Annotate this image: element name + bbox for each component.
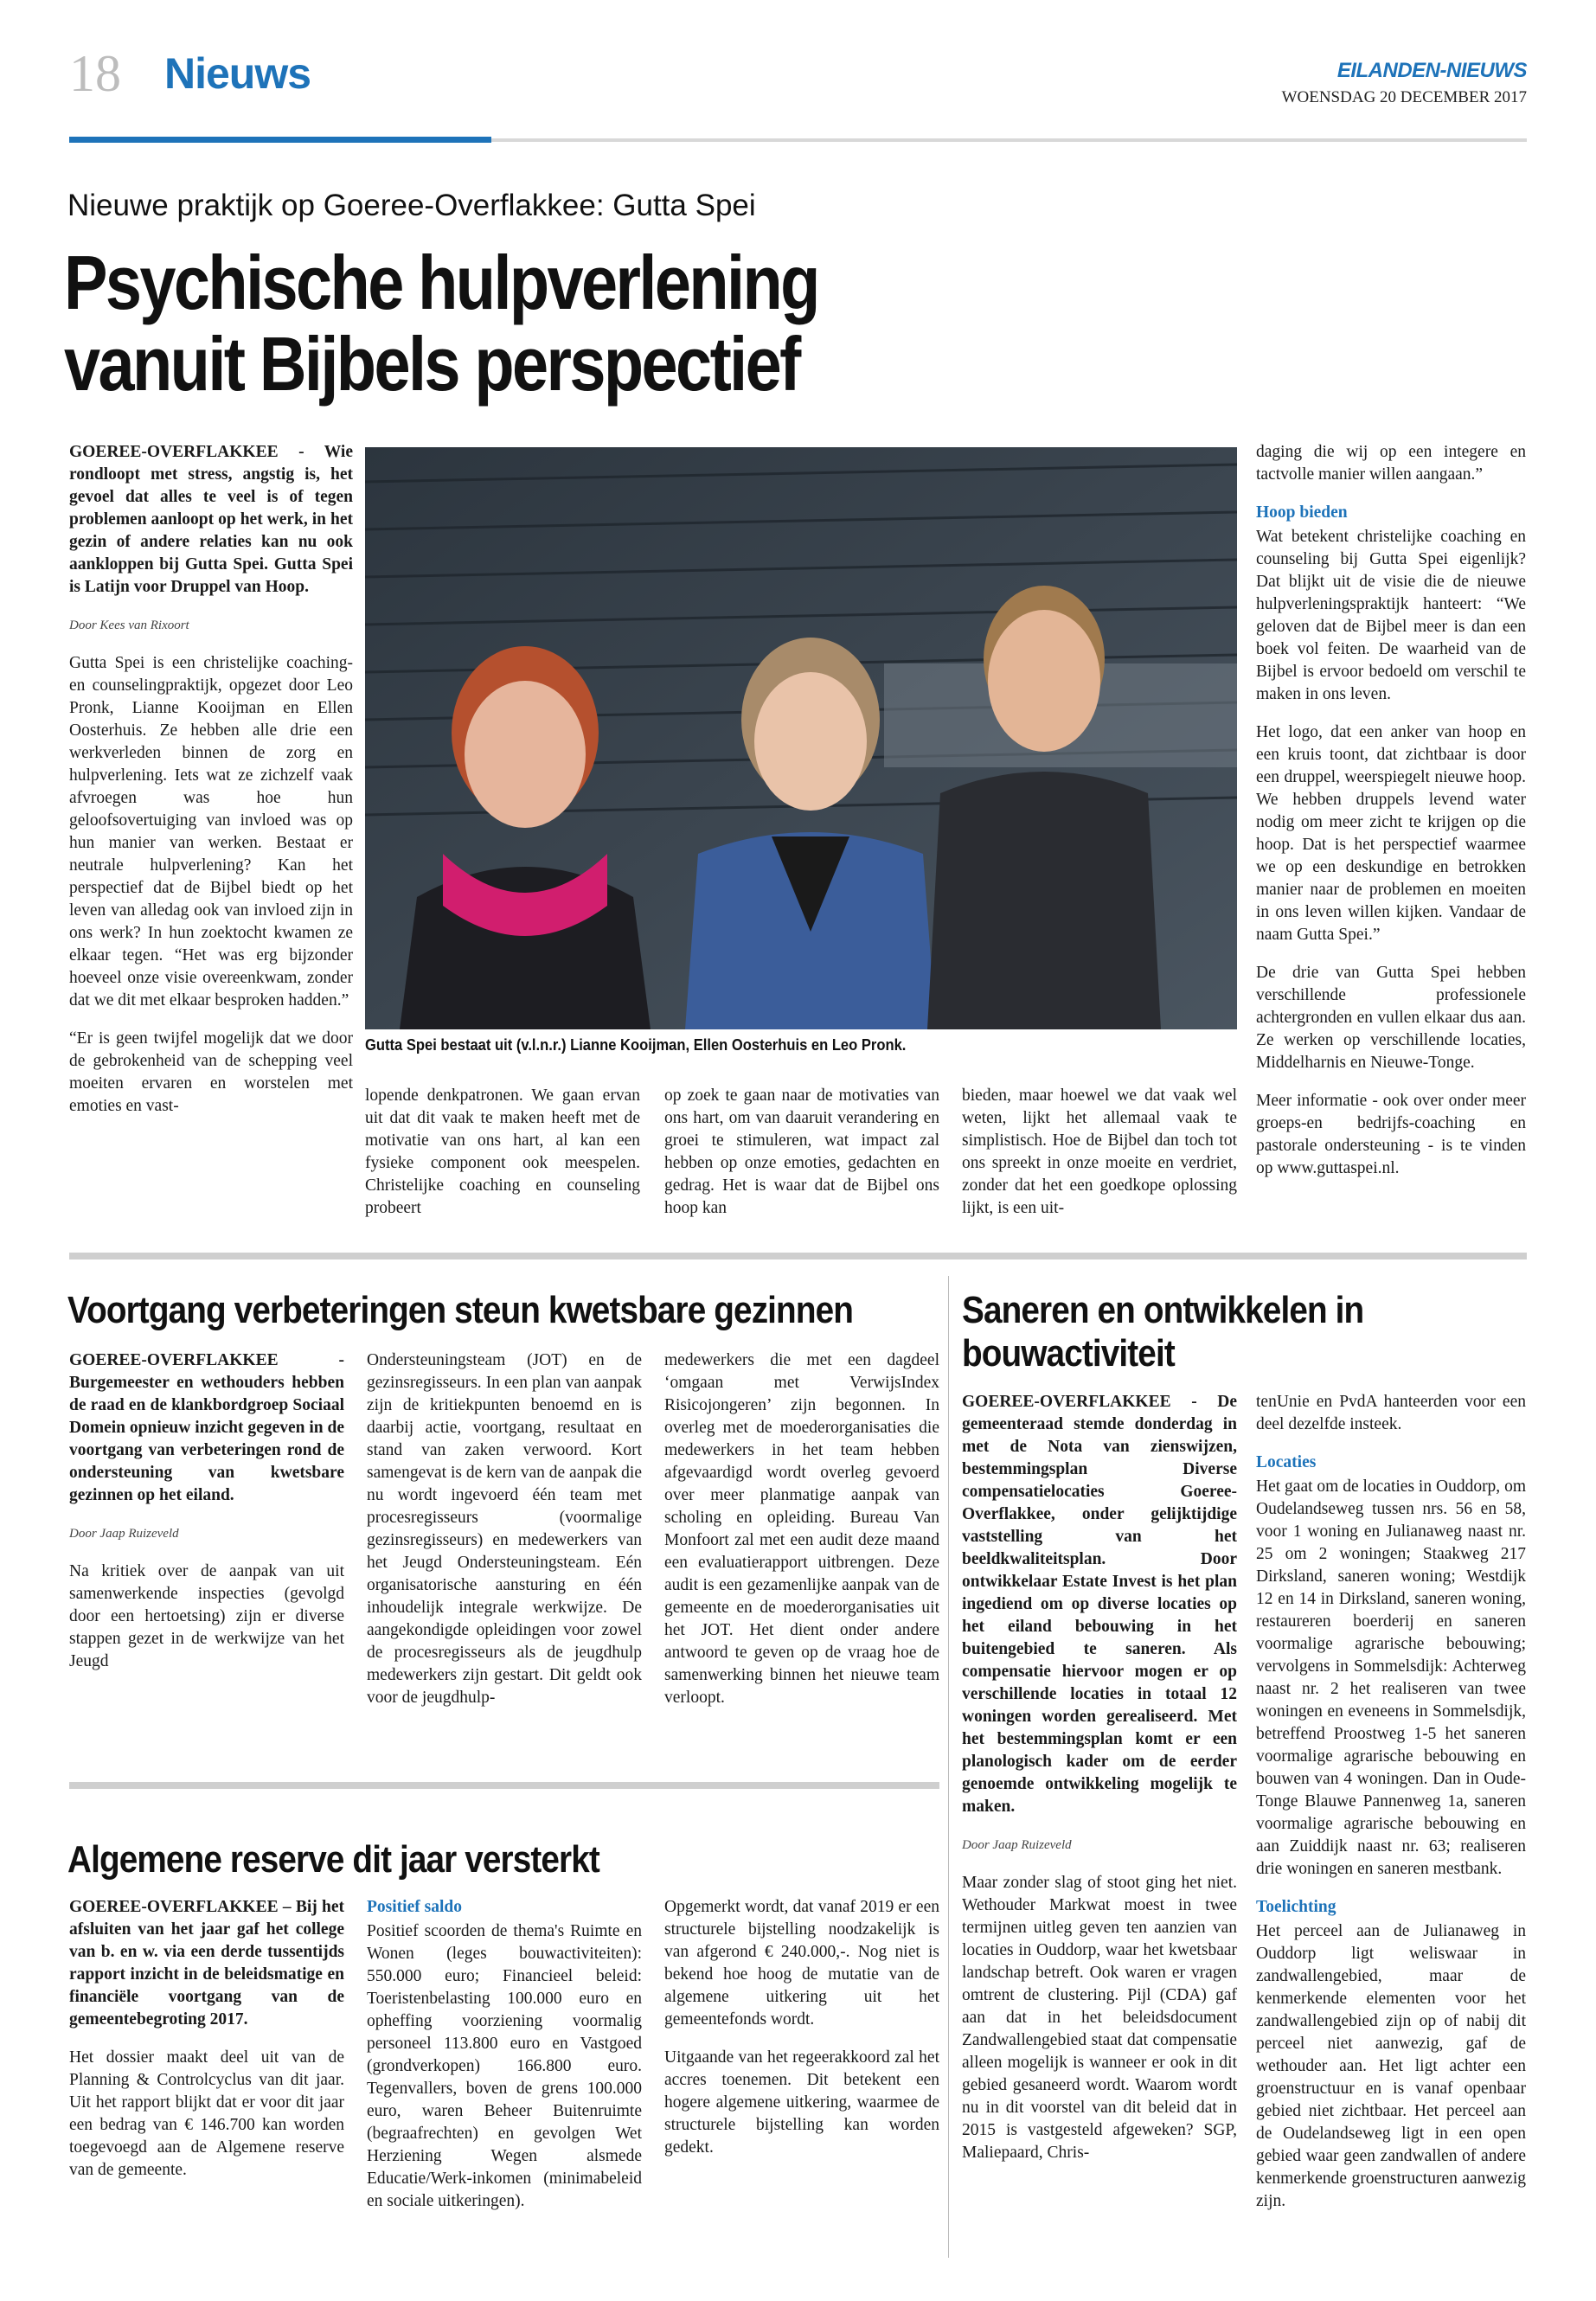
article3-column-2 — [367, 1896, 642, 2228]
body-paragraph: Na kritiek over de aanpak van uit samenwerkende inspecties (gevolgd door een hertoetsing) zijn er diverse stappen gezet in de werkwijze van het Jeugd — [69, 1562, 344, 1670]
article3-column-3 — [664, 1896, 939, 2175]
body-paragraph: op zoek te gaan naar de motivaties van ons hart, om van daaruit verandering en groei te stimuleren, wat impact zal hebben op onze emoties, gedachten en gedrag. Het is waar dat de Bijbel ons hoop kan — [664, 1086, 939, 1217]
body-paragraph: Ondersteuningsteam (JOT) en de gezinsregisseurs. In een plan van aanpak zijn de kritiekpunten benoemd en is daarbij actie, voortgang, resultaat en stand van zaken verwoord. Kort samengevat is de kern van de aanpak die nu wordt ingevoerd één team met procesregisseurs (voormalige gezinsregisseurs) en medewerkers van het Jeugd Ondersteuningsteam. Eén organisatorische aansturing en één inhoudelijk integrale werkwijze. De aangekondigde opleidingen voor zowel de procesregisseurs als de jeugdhulp medewerkers zijn gestart. Dit geldt ook voor de jeugdhulp- — [367, 1351, 642, 1707]
body-paragraph: tenUnie en PvdA hanteerden voor een deel dezelfde insteek. — [1256, 1393, 1526, 1433]
article1-column-5 — [1256, 441, 1526, 1195]
article4-column-2 — [1256, 1391, 1526, 2228]
page-number: 18 — [69, 45, 121, 102]
body-paragraph: Positief scoorden de thema's Ruimte en Wonen (leges bouwactiviteiten): 550.000 euro; Financieel beleid: Toeristenbelasting 100.000 euro en opheffing voorziening voormalig personeel 113.800 euro en Vastgoed (grondverkopen) 166.800 euro. Tegenvallers, boven de grens 100.000 euro, waren Beheer Buitenruimte (begraafrechten) en gevolgen Wet Herziening Wegen alsmede Educatie/Werk-inkomen (minimabeleid en sociale uitkeringen). — [367, 1922, 642, 2210]
body-paragraph: medewerkers die met een dagdeel ‘omgaan met VerwijsIndex Risicojongeren’ zijn begonnen. In overleg met de moederorganisaties die medewerkers in het team hebben afgevaardigd wordt overleg gevoerd over meer planmatige aanpak van scholing en opleiding. Bureau Van Monfoort zal met een audit deze maand een evaluatierapport uitbrengen. Deze audit is een gezamenlijke aanpak van de gemeente en de moederorganisaties uit het JOT. Het dient onder andere antwoord te geven op de vraag hoe de samenwerking binnen het nieuwe team verloopt. — [664, 1351, 939, 1707]
article-photo — [365, 447, 1237, 1029]
article-lead: GOEREE-OVERFLAKKEE - Burgemeester en wethouders hebben de raad en de klankbordgroep Sociaal Domein opnieuw inzicht gegeven in de voortgang van verbeteringen rond de ondersteuning van kwetsbare gezinnen op het eiland. — [69, 1351, 344, 1504]
article2-headline: Voortgang verbeteringen steun kwetsbare gezinnen — [67, 1289, 854, 1331]
article2-column-2 — [367, 1349, 642, 1725]
newspaper-logo: EILANDEN-NIEUWS — [1336, 59, 1527, 82]
body-paragraph: Meer informatie - ook over onder meer groeps-en bedrijfs-coaching en pastorale ondersteuning - is te vinden op www.guttaspei.nl. — [1256, 1092, 1526, 1177]
section-title: Nieuws — [164, 49, 311, 98]
header-divider — [491, 138, 1527, 142]
article1-column-2 — [365, 1085, 640, 1235]
subheading: Toelichting — [1256, 1898, 1336, 1916]
column-divider — [948, 1276, 949, 2258]
article3-headline: Algemene reserve dit jaar versterkt — [67, 1838, 599, 1881]
article4-column-1 — [962, 1391, 1237, 2180]
article4-headline: Saneren en ontwikkelen in bouwactiviteit — [962, 1289, 1364, 1375]
article2-column-3 — [664, 1349, 939, 1725]
section-divider — [69, 1782, 939, 1789]
article1-column-3 — [664, 1085, 939, 1235]
body-paragraph: Het dossier maakt deel uit van de Planning & Controlcyclus van dit jaar. Uit het rapport blijkt dat er voor dit jaar een bedrag van € 146.700 kan worden toegevoegd aan de Algemene reserve van de gemeente. — [69, 2048, 344, 2179]
subheading: Positief saldo — [367, 1898, 462, 1916]
article-lead: GOEREE-OVERFLAKKEE – Bij het afsluiten van het jaar gaf het college van b. en w. via een derde tussentijds rapport inzicht in de beleidsmatige en financiële voortgang van de gemeentebegroting 2017. — [69, 1898, 344, 2029]
body-paragraph: Het gaat om de locaties in Ouddorp, om Oudelandseweg tussen nrs. 56 en 58, voor 1 woning en Julianaweg naast nr. 25 om 2 woningen; Staakweg 217 Dirksland, saneren woning; Westdijk 12 en 14 in Dirksland, saneren woning, restaureren boerderij en saneren voormalige agrarische bebouwing; vervolgens in Sommelsdijk: Achterweg naast nr. 2 het realiseren van twee woningen en eveneens in Sommelsdijk, betreffend Proostweg 1-5 het saneren voormalige agrarische bebouwing en bouwen van 4 woningen. Dan in Oude-Tonge Blauwe Pannenweg 1a, saneren voormalige agrarische bebouwing en aan Zuiddijk naast nr. 63; realiseren drie woningen en saneren mestbank. — [1256, 1477, 1526, 1878]
body-paragraph: Opgemerkt wordt, dat vanaf 2019 er een structurele bijstelling noodzakelijk is van afgerond € 240.000,-. Nog niet is bekend hoe hoog de mutatie van de algemene uitkering uit het gemeentefonds wordt. — [664, 1898, 939, 2029]
body-paragraph: “Er is geen twijfel mogelijk dat we door de gebrokenheid van de schepping veel moeiten ervaren en worstelen met emoties en vast- — [69, 1029, 353, 1115]
body-paragraph: Maar zonder slag of stoot ging het niet. Wethouder Markwat moest in twee termijnen uitleg geven ten aanzien van locaties in Ouddorp, waar het kwetsbaar landschap betreft. Ook waren er vragen omtrent de clustering. Pijl (CDA) gaf aan dat in het beleidsdocument Zandwallengebied staat dat compensatie alleen mogelijk is wanneer er ook in dit gebied gesaneerd wordt. Waarom wordt nu in dit voorstel van dit beleid dat in 2015 is vastgesteld afgeweken? SGP, Maliepaard, Chris- — [962, 1874, 1237, 2162]
body-paragraph: bieden, maar hoewel we dat vaak wel weten, lijkt het allemaal vaak te simplistisch. Hoe de Bijbel dan toch tot ons spreekt in onze moeite en verdriet, zonder dat het een goedkope oplossing lijkt, is een uit- — [962, 1086, 1237, 1217]
body-paragraph: Gutta Spei is een christelijke coaching- en counselingpraktijk, opgezet door Leo Pronk, Lianne Kooijman en Ellen Oosterhuis. Ze hebben alle drie een werkverleden binnen de zorg en hulpverlening. Iets wat ze zichzelf vaak afvroegen was hoe hun geloofsovertuiging van invloed was op hun manier van werken. Bestaat er neutrale hulpverlening? Kan het perspectief dat de Bijbel biedt op het leven van alledag ook van invloed zijn in ons werk? In hun zoektocht kwamen ze elkaar tegen. “Het was erg bijzonder hoeveel onze visie overeenkwam, zonder dat we dit met elkaar besproken hadden.” — [69, 654, 353, 1009]
byline: Door Kees van Rixoort — [69, 619, 189, 632]
article1-column-4 — [962, 1085, 1237, 1235]
article3-column-1 — [69, 1896, 344, 2197]
body-paragraph: Het logo, dat een anker van hoop en een kruis toont, dat zichtbaar is door een druppel, weerspiegelt nieuwe hoop. We hebben druppels levend water nodig om meer zicht te krijgen op die hoop. Dat is het perspectief waarmee we op een deskundige en betrokken manier naar de problemen en moeiten in ons leven willen kijken. Vandaar de naam Gutta Spei.” — [1256, 723, 1526, 944]
article-lead: GOEREE-OVERFLAKKEE - De gemeenteraad stemde donderdag in met de Nota van zienswijzen, bestemmingsplan Diverse compensatielocaties Goeree-Overflakkee, onder gelijktijdige vaststelling van het beeldkwaliteitsplan. Door ontwikkelaar Estate Invest is het plan ingediend om op diverse locaties op het eiland bebouwing in het buitengebied te saneren. Als compensatie hiervoor mogen er op verschillende locaties in totaal 12 woningen worden gerealiseerd. Met het bestemmingsplan komt er een planologisch kader om de eerder genoemde ontwikkeling mogelijk te maken. — [962, 1393, 1237, 1816]
article1-column-1 — [69, 441, 353, 1133]
subheading: Hoop bieden — [1256, 503, 1348, 522]
header-accent-bar — [69, 137, 491, 143]
body-paragraph: Uitgaande van het regeerakkoord zal het accres toenemen. Dit betekent een hogere algemene uitkering, waarmee de structurele bijstelling kan worden gedekt. — [664, 2048, 939, 2157]
section-divider — [69, 1253, 1527, 1259]
publication-date: WOENSDAG 20 DECEMBER 2017 — [1281, 88, 1527, 106]
body-paragraph: Wat betekent christelijke coaching en counseling bij Gutta Spei eigenlijk? Dat blijkt uit de visie die de nieuwe hulpverleningspraktijk hanteert: “We geloven dat de Bijbel meer is dan een boek vol feiten. De waarheid van de Bijbel is ervoor bedoeld om verschil te maken in ons leven. — [1256, 528, 1526, 703]
body-paragraph: De drie van Gutta Spei hebben verschillende professionele achtergronden en vullen elkaar dus aan. Ze werken op verschillende locaties, Middelharnis en Nieuwe-Tonge. — [1256, 964, 1526, 1072]
body-paragraph: Het perceel aan de Julianaweg in Ouddorp ligt weliswaar in zandwallengebied, maar de kenmerkende elementen voor het zandwallengebied zijn op of nabij dit perceel niet aanwezig, gaf de wethouder aan. Het ligt achter een groenstructuur en is vanaf openbaar gebied niet zichtbaar. Het perceel aan de Oudelandseweg ligt in een open gebied waar geen zandwallen of andere kenmerkende groenstructuren aanwezig zijn. — [1256, 1922, 1526, 2210]
article2-column-1 — [69, 1349, 344, 1689]
body-paragraph: lopende denkpatronen. We gaan ervan uit dat dit vaak te maken heeft met de motivatie van ons hart, al kan een fysieke component ook meespelen. Christelijke coaching en counseling probeert — [365, 1086, 640, 1217]
byline: Door Jaap Ruizeveld — [69, 1527, 179, 1541]
photo-three-people — [365, 447, 1237, 1029]
photo-caption: Gutta Spei bestaat uit (v.l.n.r.) Lianne Kooijman, Ellen Oosterhuis en Leo Pronk. — [365, 1036, 907, 1054]
article-kicker: Nieuwe praktijk op Goeree-Overflakkee: Gutta Spei — [67, 189, 756, 222]
byline: Door Jaap Ruizeveld — [962, 1838, 1072, 1852]
subheading: Locaties — [1256, 1453, 1317, 1471]
article-lead: GOEREE-OVERFLAKKEE - Wie rondloopt met stress, angstig is, het gevoel dat alles te veel is of tegen problemen aanloopt op het werk, in het gezin of andere relaties kan nu ook aankloppen bij Gutta Spei. Gutta Spei is Latijn voor Druppel van Hoop. — [69, 443, 353, 596]
article-headline: Psychische hulpverlening vanuit Bijbels perspectief — [64, 240, 818, 407]
body-paragraph: daging die wij op een integere en tactvolle manier willen aangaan.” — [1256, 443, 1526, 484]
